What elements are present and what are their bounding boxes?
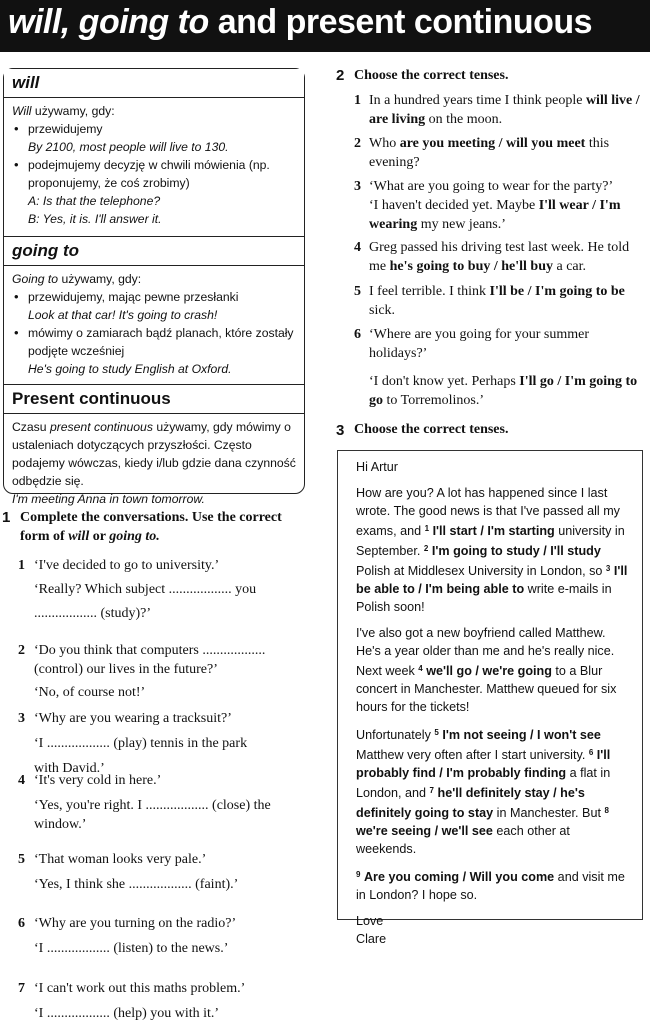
will-section: Will używamy, gdy: • przewidujemy By 2100, most people will live to 130. • podejmujemy decyzję w chwili mówienia (np. proponujemy, że coś zrobimy) A: Is that the telephone? B: Yes, it is. I'll answer it.	[4, 98, 304, 237]
tense-choice[interactable]: we'll go / we're going	[426, 664, 552, 678]
exercise-2: 2 Choose the correct tenses. 1 In a hundred years time I think people will live / are living on the moon. 2 Who are you meeting / will you meet this evening? 3 ‘What are you going to wear for the party?’ ‘I haven't decided yet. Maybe I'll wear / I'm wearing my new jeans.’ 4 Greg passed his driving test last week. He told me he's going to buy / he'll buy a car. 5 I feel terrible. I think I'll be / I'm going to be sick. 6 ‘Where are you going for your summer holidays?’ ‘I don't know yet. Perhaps I'll go / I'm going to go to Torremolinos.’	[336, 66, 646, 85]
tense-choice[interactable]: I'll be / I'm going to be	[489, 284, 625, 299]
item-line: ‘Do you think that computers ..................	[34, 643, 266, 658]
title-italic: will, going to	[8, 3, 209, 41]
item-number: 4	[18, 773, 25, 788]
letter-box	[337, 450, 643, 946]
exercise-3	[336, 422, 646, 438]
tense-choice[interactable]: I'll be able to / I'm being able to	[356, 564, 628, 596]
grammar-box	[3, 68, 305, 506]
item-line: ‘That woman looks very pale.’	[34, 852, 207, 867]
present-continuous-example: I'm meeting Anna in town tomorrow.	[12, 492, 205, 506]
title-rest: and present continuous	[208, 3, 593, 41]
will-bullet-1: • przewidujemy	[12, 120, 298, 138]
letter-signature: Clare	[356, 932, 387, 946]
item-number: 7	[18, 981, 25, 996]
going-to-example-1: Look at that car! It's going to crash!	[28, 308, 218, 322]
exercise-1-instructions: Complete the conversations. Use the correct form of will or going to.	[20, 510, 282, 544]
present-continuous-section: Czasu present continuous używamy, gdy mówimy o ustaleniach dotyczących przyszłości. Często podajemy wówczas, kiedy i/lub gdzie dana czynność odbędzie się. I'm meeting Anna in town tomorrow.	[4, 414, 304, 514]
item-number: 1	[18, 558, 25, 573]
going-to-example-2: He's going to study English at Oxford.	[28, 362, 232, 376]
tense-choice[interactable]: we're seeing / we'll see	[356, 824, 493, 838]
present-continuous-heading: Present continuous	[4, 385, 304, 414]
item-line[interactable]: with David.’	[34, 761, 105, 776]
will-example-1: By 2100, most people will live to 130.	[28, 140, 229, 154]
exercise-2-instructions: Choose the correct tenses.	[354, 68, 509, 83]
tense-choice[interactable]: will live / are living	[369, 93, 640, 127]
exercise-3-instructions: Choose the correct tenses.	[354, 422, 509, 437]
item-line[interactable]: window.’	[34, 817, 87, 832]
letter-paragraph-3: Unfortunately $^5$ I'm not seeing / I won't see Matthew very often after I start university. $^6$ I'll probably find / I'm probably finding a flat in London, and $^7$ he'll definitely stay / he's definitely going to stay in Manchester. But $^8$ we're seeing / we'll see each other at weekends.	[356, 728, 611, 856]
item-line[interactable]: ‘I .................. (help) you with it.’	[34, 1006, 220, 1021]
item-line[interactable]: ‘Yes, I think she .................. (faint).’	[34, 877, 239, 892]
item-line[interactable]: .................. (study)?’	[34, 606, 152, 621]
going-to-section: Going to używamy, gdy: • przewidujemy, mając pewne przesłanki Look at that car! It's going to crash! • mówimy o zamiarach bądź planach, które zostały podjęte wcześniej He's going to study English at Oxford.	[4, 266, 304, 385]
letter-paragraph-4: $^9$ Are you coming / Will you come and visit me in London? I hope so.	[356, 870, 625, 902]
item-line: ‘Why are you turning on the radio?’	[34, 916, 237, 931]
item-line[interactable]: ‘I .................. (listen) to the news.’	[34, 941, 229, 956]
item-number: 3	[18, 711, 25, 726]
item-line: ‘Why are you wearing a tracksuit?’	[34, 711, 232, 726]
tense-choice[interactable]: I'll wear / I'm wearing	[369, 198, 621, 232]
item-line[interactable]: ‘I .................. (play) tennis in the park	[34, 736, 248, 751]
letter-paragraph-1: How are you? A lot has happened since I last wrote. The good news is that I've passed all my exams, and $^1$ I'll start / I'm starting university in September. $^2$ I'm going to study / I'll study Polish at Middlesex University in London, so $^3$ I'll be able to / I'm being able to write e-mails in Polish soon!	[356, 486, 628, 614]
will-example-2a: A: Is that the telephone?	[28, 194, 161, 208]
going-to-heading: going to	[4, 237, 304, 266]
going-to-bullet-2: • mówimy o zamiarach bądź planach, które zostały podjęte wcześniej	[12, 324, 298, 360]
page-title	[8, 3, 592, 42]
will-heading: will	[4, 69, 304, 98]
item-line: ‘It's very cold in here.’	[34, 773, 162, 788]
letter-closing: Love	[356, 914, 384, 928]
tense-choice[interactable]: I'm going to study / I'll study	[431, 544, 601, 558]
exercise-2-number: 2	[336, 67, 345, 84]
item-line[interactable]: ‘No, of course not!’	[34, 685, 146, 700]
tense-choice[interactable]: I'll probably find / I'm probably finding	[356, 748, 611, 780]
item-number: 2	[18, 643, 25, 658]
tense-choice[interactable]: I'll start / I'm starting	[432, 524, 555, 538]
tense-choice[interactable]: I'll go / I'm going to go	[369, 374, 638, 408]
letter-greeting: Hi Artur	[356, 460, 398, 474]
exercise-3-number: 3	[336, 422, 345, 439]
tense-choice[interactable]: he'll definitely stay / he's definitely going to stay	[356, 786, 585, 820]
tense-choice[interactable]: I'm not seeing / I won't see	[442, 728, 601, 742]
item-line[interactable]: ‘Really? Which subject .................. you	[34, 582, 257, 597]
exercise-1	[0, 508, 300, 1021]
tense-choice[interactable]: are you meeting / will you meet	[399, 136, 586, 151]
item-number: 6	[18, 916, 25, 931]
tense-choice[interactable]: Are you coming / Will you come	[363, 870, 555, 884]
item-line[interactable]: ‘Yes, you're right. I .................. (close) the	[34, 798, 271, 813]
title-bar	[0, 0, 650, 52]
exercise-1-number: 1	[2, 509, 11, 526]
item-number: 5	[18, 852, 25, 867]
tense-choice[interactable]: he's going to buy / he'll buy	[389, 259, 553, 274]
going-to-bullet-1: • przewidujemy, mając pewne przesłanki	[12, 288, 298, 306]
will-example-2b: B: Yes, it is. I'll answer it.	[28, 212, 162, 226]
will-bullet-2: • podejmujemy decyzję w chwili mówienia (np. proponujemy, że coś zrobimy)	[12, 156, 298, 192]
item-line[interactable]: (control) our lives in the future?’	[34, 662, 218, 677]
item-line: ‘I've decided to go to university.’	[34, 558, 220, 573]
item-line: ‘I can't work out this maths problem.’	[34, 981, 246, 996]
letter-paragraph-2: I've also got a new boyfriend called Matthew. He's a year older than me and he's really nice. Next week $^4$ we'll go / we're going to a Blur concert in Manchester. Matthew queued for six hours for the tickets!	[356, 626, 617, 714]
